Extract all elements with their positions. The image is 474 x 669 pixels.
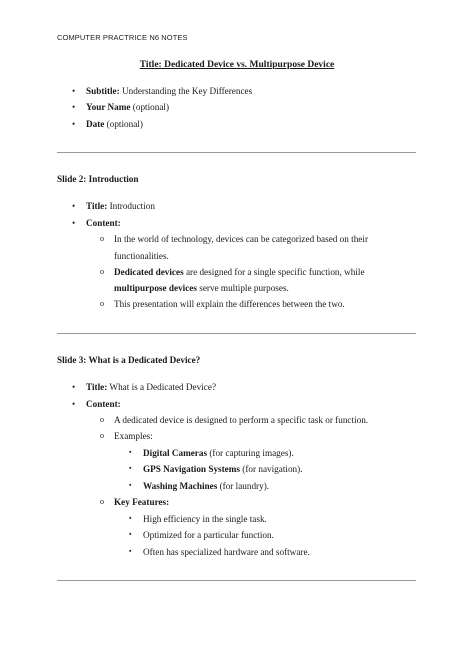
date-item: Date (optional) [86, 119, 143, 129]
slide3-heading: Slide 3: What is a Dedicated Device? [57, 355, 201, 365]
divider [57, 580, 416, 581]
bullet-dot: • [72, 218, 76, 228]
divider [57, 152, 416, 153]
circle-bullet: o [100, 299, 104, 308]
slide2-point1-line1: In the world of technology, devices can be categorized based on their [114, 234, 369, 244]
bullet-dot: • [72, 119, 76, 129]
square-bullet: ▪ [129, 448, 132, 456]
circle-bullet: o [100, 497, 104, 506]
example-item: GPS Navigation Systems (for navigation). [143, 464, 303, 474]
square-bullet: ▪ [129, 464, 132, 472]
slide2-content-label: Content: [86, 218, 121, 228]
example-item: Washing Machines (for laundry). [143, 481, 270, 491]
page-header: COMPUTER PRACTRICE N6 NOTES [57, 33, 188, 42]
bullet-dot: • [72, 201, 76, 211]
square-bullet: ▪ [129, 481, 132, 489]
bullet-dot: • [72, 382, 76, 392]
slide2-title: Title: Introduction [86, 201, 155, 211]
divider [57, 333, 416, 334]
slide2-point2-line1: Dedicated devices are designed for a single specific function, while [114, 267, 365, 277]
circle-bullet: o [100, 234, 104, 243]
your-name-item: Your Name (optional) [86, 102, 170, 112]
slide2-point3: This presentation will explain the differences between the two. [114, 299, 345, 309]
example-item: Digital Cameras (for capturing images). [143, 448, 294, 458]
bullet-dot: • [72, 102, 76, 112]
slide3-examples-label: Examples: [114, 431, 153, 441]
feature-item: High efficiency in the single task. [143, 514, 267, 524]
circle-bullet: o [100, 431, 104, 440]
slide3-key-features-label: Key Features: [114, 497, 170, 507]
document-title: Title: Dedicated Device vs. Multipurpose Device [139, 60, 335, 70]
slide3-content-label: Content: [86, 399, 121, 409]
circle-bullet: o [100, 415, 104, 424]
square-bullet: ▪ [129, 547, 132, 555]
slide2-heading: Slide 2: Introduction [57, 174, 139, 184]
square-bullet: ▪ [129, 514, 132, 522]
feature-item: Optimized for a particular function. [143, 530, 274, 540]
bullet-dot: • [72, 399, 76, 409]
feature-item: Often has specialized hardware and software. [143, 547, 310, 557]
circle-bullet: o [100, 267, 104, 276]
slide3-point1: A dedicated device is designed to perform a specific task or function. [114, 415, 369, 425]
slide3-title: Title: What is a Dedicated Device? [86, 382, 217, 392]
subtitle-item: Subtitle: Understanding the Key Differences [86, 86, 253, 96]
slide2-point2-line2: multipurpose devices serve multiple purposes. [114, 283, 289, 293]
slide2-point1-line2: functionalities. [114, 251, 169, 261]
bullet-dot: • [72, 86, 76, 96]
square-bullet: ▪ [129, 530, 132, 538]
